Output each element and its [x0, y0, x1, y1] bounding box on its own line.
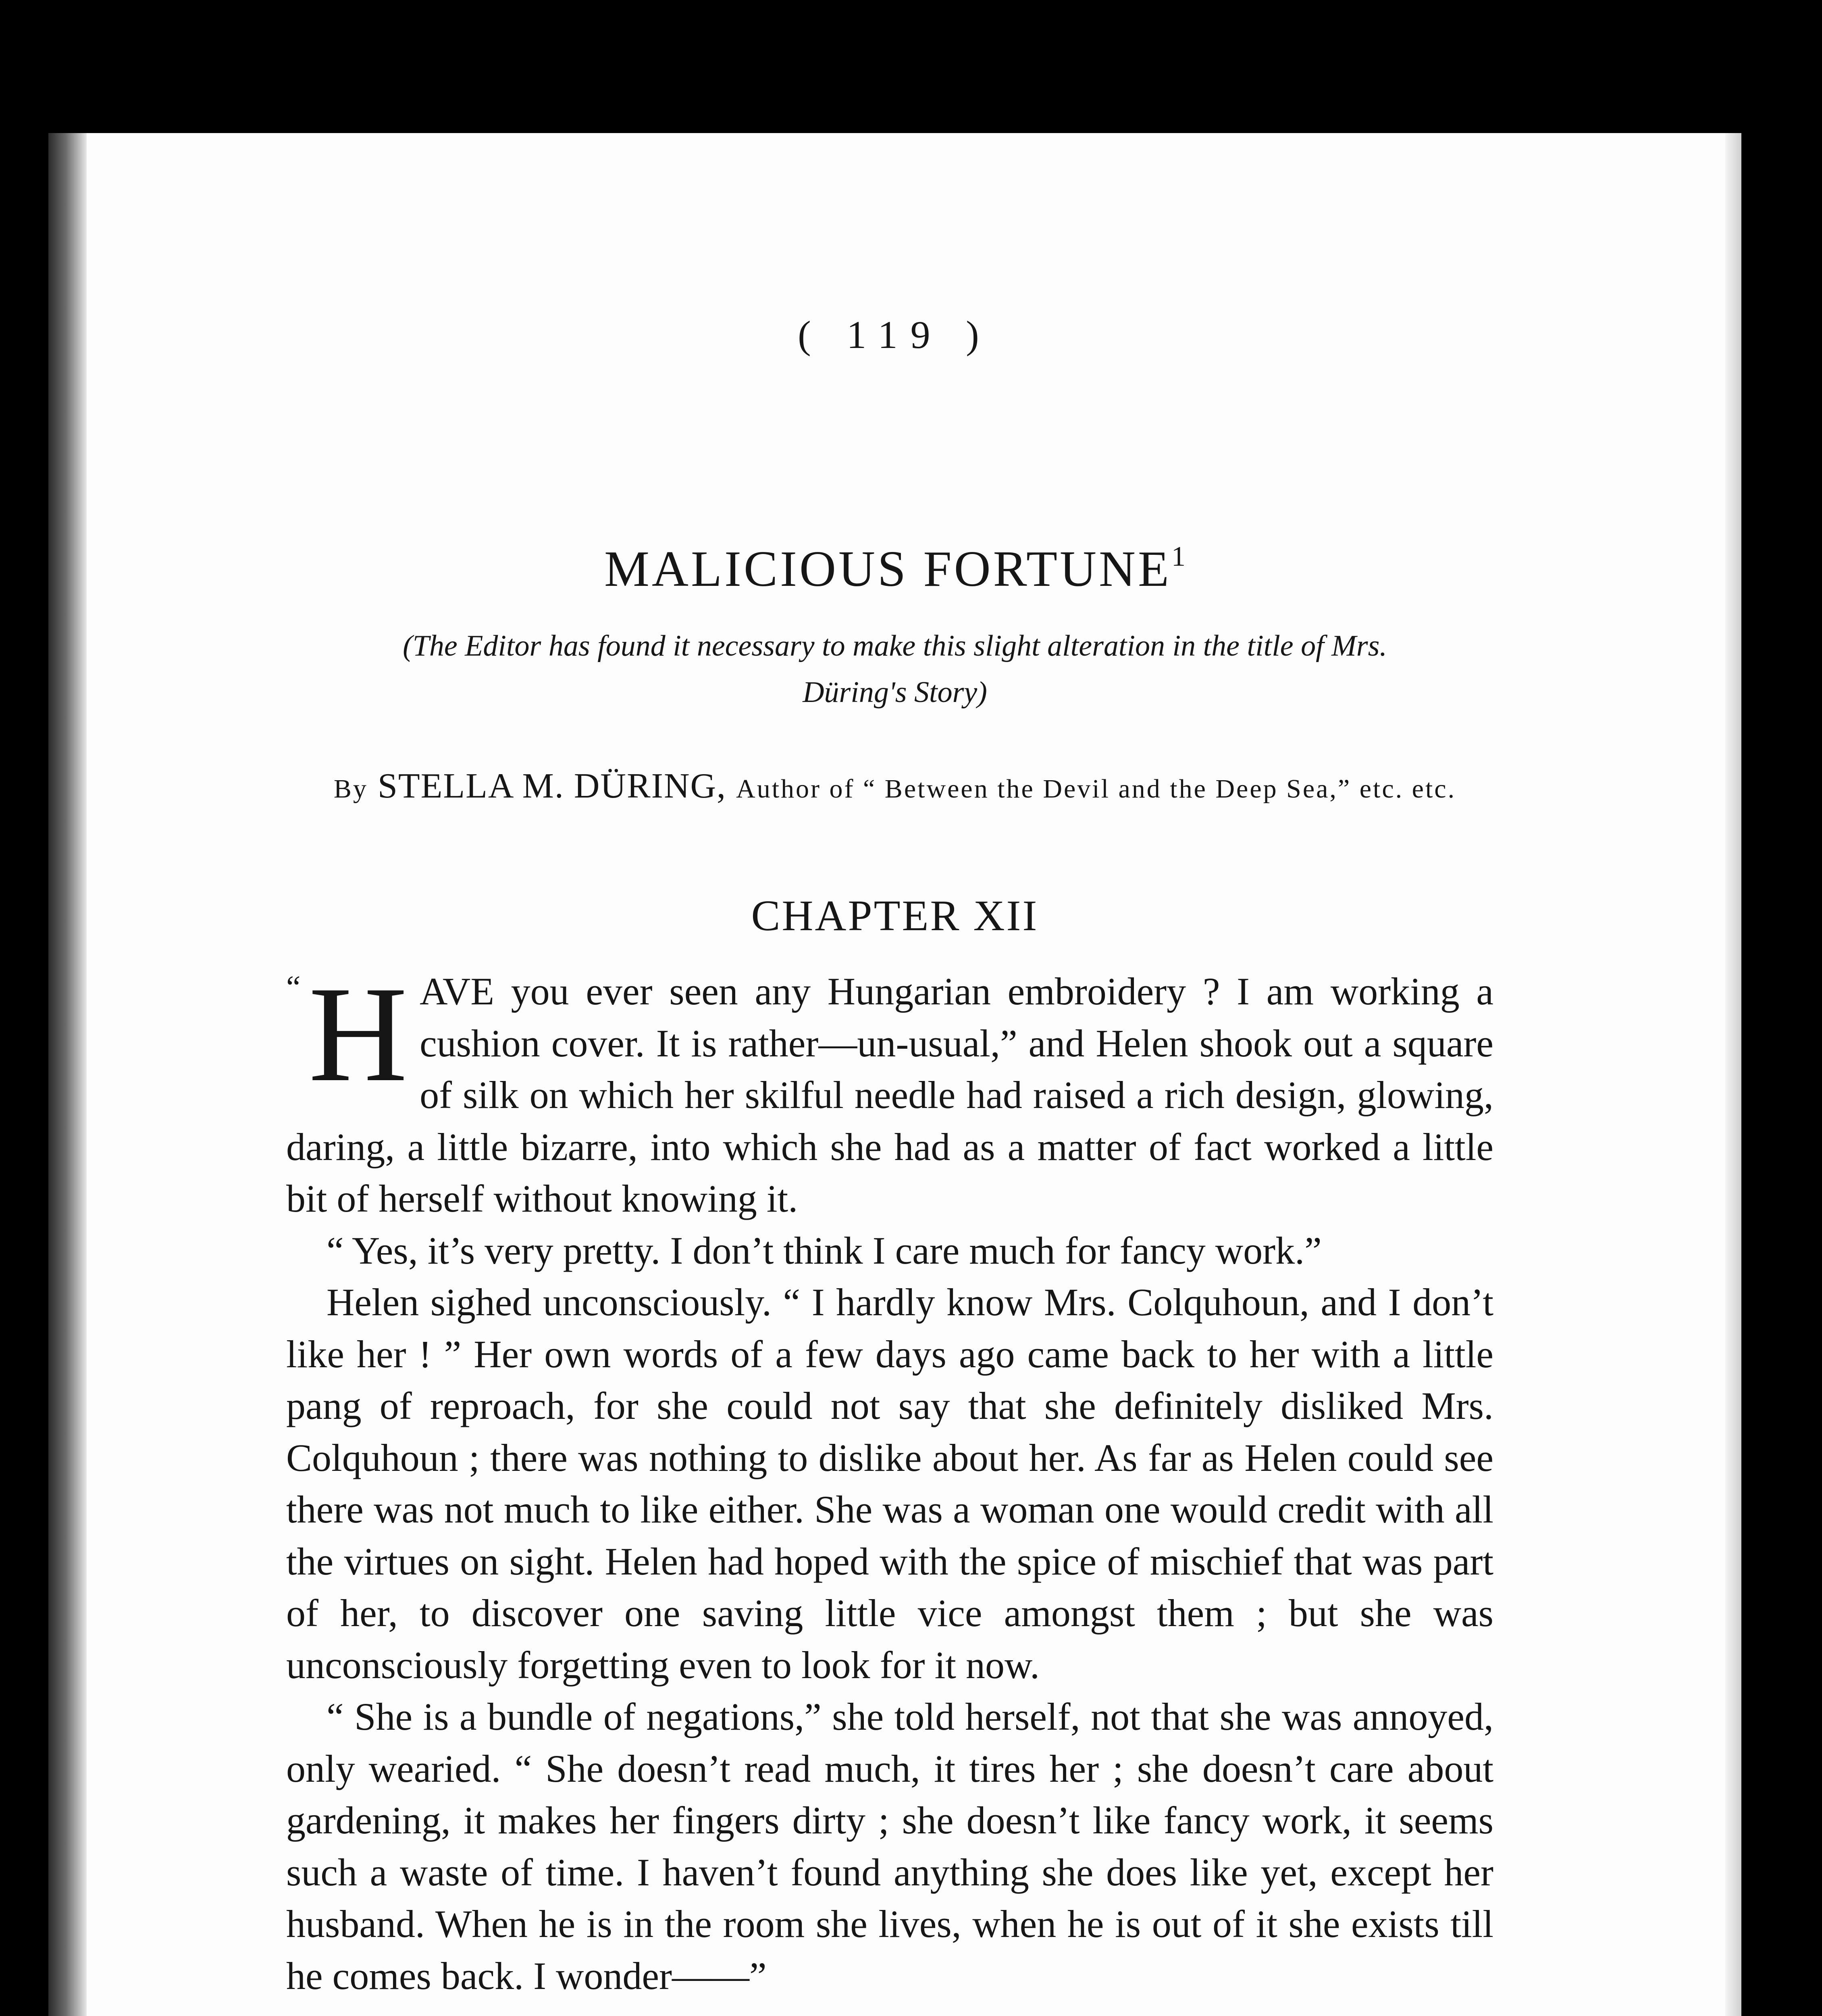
byline: [282, 756, 1508, 819]
page-number: ( 119 ): [798, 313, 992, 357]
story-body: [286, 958, 1493, 2002]
book-spine-shadow: [48, 133, 87, 2016]
footnote-marker: 1: [1171, 541, 1186, 572]
story-title-text: MALICIOUS FORTUNE: [604, 541, 1171, 597]
byline-by: By: [333, 774, 368, 804]
paragraph: Helen sighed unconsciously. “ I hardly know Mrs. Colquhoun, and I don’t like her ! ” Her own words of a few days ago came back to her with a little pang of reproach, for she could not say that she definitely disliked Mrs. Colquhoun ; there was nothing to dislike about her. As far as Helen could see there was not much to like either. She was a woman one would credit with all the virtues on sight. Helen had hoped with the spice of mischief that was part of her, to discover one saving little vice amongst them ; but she was unconsciously forgetting even to look for it now.: [286, 1281, 1493, 1687]
chapter-heading: CHAPTER XII: [751, 892, 1039, 940]
page-edge: [1725, 133, 1741, 2016]
drop-cap: H: [308, 958, 408, 1110]
story-title: [48, 540, 1741, 598]
editor-note: (The Editor has found it necessary to make this slight alteration in the title of Mrs. Düring's Story): [403, 629, 1387, 709]
paragraph-text: AVE you ever seen any Hungarian embroidery ? I am working a cushion cover. It is rather—un-usual,” and Helen shook out a square of silk on which her skilful needle had raised a rich design, glowing, daring, a little bizarre, into which she had as a matter of fact worked a little bit of herself without knowing it.: [286, 970, 1493, 1220]
paragraph: [286, 958, 1493, 1225]
paragraph: “ She is a bundle of negations,” she told herself, not that she was annoyed, only wearied. “ She doesn’t read much, it tires her ; she doesn’t care about gardening, it makes her fingers dirty ; she doesn’t like fancy work, it seems such a waste of time. I haven’t found anything she does like yet, except her husband. When he is in the room she lives, when he is out of it she exists till he comes back. I wonder——”: [286, 1695, 1493, 1997]
book-page: [48, 133, 1741, 2016]
opening-quote: “: [286, 970, 301, 1005]
paragraph: “ Yes, it’s very pretty. I don’t think I care much for fancy work.”: [327, 1229, 1322, 1272]
byline-author-of: Author of “ Between the Devil and the Deep Sea,” etc. etc.: [736, 774, 1456, 804]
byline-author: STELLA M. DÜRING,: [377, 766, 727, 806]
